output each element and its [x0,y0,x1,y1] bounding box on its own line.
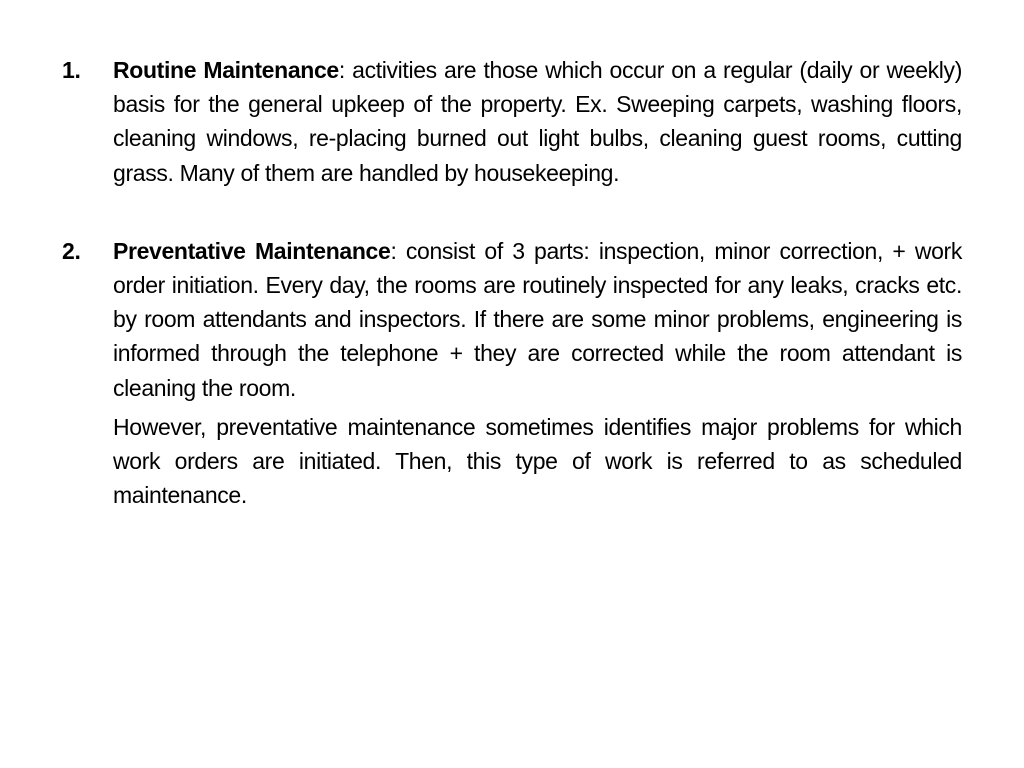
list-item-preventative-maintenance [62,234,962,513]
list-item-text: : activities are those which occur on a regular (daily or weekly) basis for the general upkeep of the property. Ex. Sweeping carpets, washing floors, cleaning windows, re-placing burned out light bulbs, cleaning guest rooms, cutting grass. Many of them are handled by housekeeping. [113,57,962,186]
list-item-continuation-paragraph: However, preventative maintenance sometimes identifies major problems for which work orders are initiated. Then, this type of work is referred to as scheduled maintenance. [113,413,962,509]
list-item-paragraph [113,53,962,190]
list-item-number: 1. [62,57,81,83]
list-item-term: Routine Maintenance [113,57,339,83]
list-item-number: 2. [62,237,81,264]
list-item-text: : consist of 3 parts: inspection, minor correction, + work order initiation. Every day, the rooms are routinely inspected for any leaks, cracks etc. by room attendants and inspectors. If there are some minor problems, engineering is informed through the telephone + they are corrected while the room attendant is cleaning the room. [113,237,962,401]
list-item-routine-maintenance [62,53,962,190]
numbered-list [62,53,962,512]
list-item-term: Preventative Maintenance [113,237,391,264]
list-item-paragraph [113,234,962,405]
